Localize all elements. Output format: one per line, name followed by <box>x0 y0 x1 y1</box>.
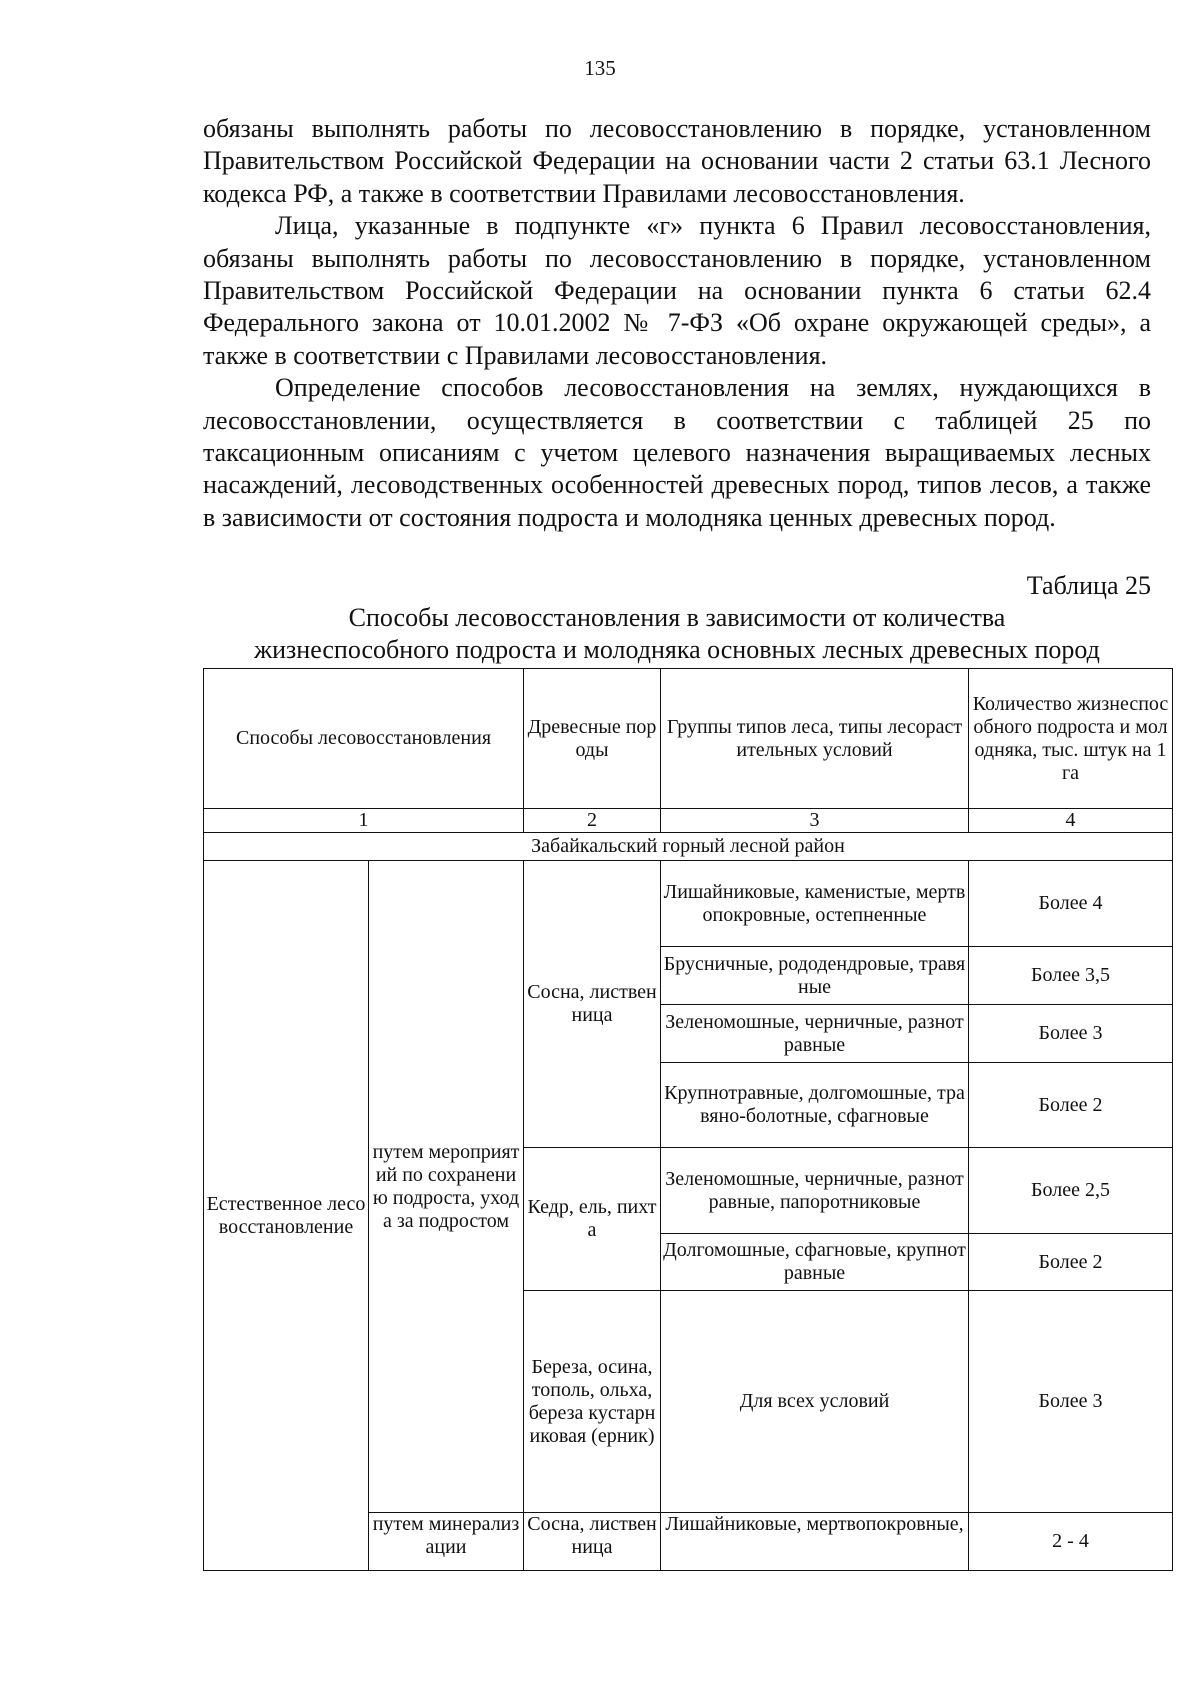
quantity-cell: Более 2,5 <box>969 1148 1173 1234</box>
table-label: Таблица 25 <box>1026 571 1151 600</box>
quantity-cell: Более 2 <box>969 1063 1173 1148</box>
forest-types-cell: Долгомошные, сфагновые, крупнотравные <box>661 1234 969 1291</box>
paragraph-2: Лица, указанные в подпункте «г» пункта 6 Правил лесовосстановления, обязаны выполнять работы по лесовосстановлению в порядке, установленном Правительством Российской Федерации на основании пункта 6 статьи 62.4 Федерального закона от 10.01.2002 № 7-ФЗ «Об охране окружающей среды», а также в соответствии с Правилами лесовосстановления. <box>203 211 1151 370</box>
forest-types-cell: Зеленомошные, черничные, разнотравные, папоротниковые <box>661 1148 969 1234</box>
quantity-cell: 2 - 4 <box>969 1513 1173 1571</box>
header-quantity: Количество жизнеспособного подроста и молодняка, тыс. штук на 1 га <box>969 669 1173 809</box>
header-species: Древесные породы <box>524 669 661 809</box>
species-pine-larch: Сосна, лиственница <box>524 861 661 1148</box>
forest-types-cell: Брусничные, рододендровые, травяные <box>661 947 969 1005</box>
page-number: 135 <box>584 56 616 80</box>
table-header-row <box>204 669 1173 809</box>
table-title <box>203 602 1151 666</box>
column-number: 2 <box>524 809 661 833</box>
reforestation-table <box>203 668 1173 1571</box>
forest-types-cell: Лишайниковые, каменистые, мертвопокровные, остепненные <box>661 861 969 947</box>
header-forest-types: Группы типов леса, типы лесорастительных условий <box>661 669 969 809</box>
column-number: 4 <box>969 809 1173 833</box>
species-pine-larch-2: Сосна, лиственница <box>524 1513 661 1571</box>
column-number: 3 <box>661 809 969 833</box>
table-row <box>204 861 1173 947</box>
paragraph-3: Определение способов лесовосстановления на землях, нуждающихся в лесовосстановлении, осуществляется в соответствии с таблицей 25 по таксационным описаниям с учетом целевого назначения выращиваемых лесных насаждений, лесоводственных особенностей древесных пород, типов лесов, а также в зависимости от состояния подроста и молодняка ценных древесных пород. <box>203 373 1151 532</box>
paragraph-1: обязаны выполнять работы по лесовосстановлению в порядке, установленном Правительством Российской Федерации на основании части 2 статьи 63.1 Лесного кодекса РФ, а также в соответствии Правилами лесовосстановления. <box>203 114 1151 208</box>
forest-types-cell: Зеленомошные, черничные, разнотравные <box>661 1005 969 1063</box>
column-number-row <box>204 809 1173 833</box>
table-title-line-2: жизнеспособного подроста и молодняка основных лесных древесных пород <box>254 635 1100 664</box>
quantity-cell: Более 2 <box>969 1234 1173 1291</box>
quantity-cell: Более 3 <box>969 1291 1173 1513</box>
forest-types-cell: Лишайниковые, мертвопокровные, <box>661 1513 969 1571</box>
quantity-cell: Более 3,5 <box>969 947 1173 1005</box>
body-text <box>203 113 1151 534</box>
quantity-cell: Более 4 <box>969 861 1173 947</box>
forest-types-cell: Для всех условий <box>661 1291 969 1513</box>
column-number: 1 <box>204 809 524 833</box>
table-title-line-1: Способы лесовосстановления в зависимости от количества <box>348 603 1006 632</box>
quantity-cell: Более 3 <box>969 1005 1173 1063</box>
species-cedar-spruce-fir: Кедр, ель, пихта <box>524 1148 661 1291</box>
submethod-preservation: путем мероприятий по сохранению подроста, ухода за подростом <box>369 861 524 1513</box>
forest-types-cell: Крупнотравные, долгомошные, травяно-болотные, сфагновые <box>661 1063 969 1148</box>
region-row <box>204 833 1173 861</box>
submethod-mineralization: путем минерализации <box>369 1513 524 1571</box>
region-name: Забайкальский горный лесной район <box>204 833 1173 861</box>
header-methods: Способы лесовосстановления <box>204 669 524 809</box>
species-deciduous: Береза, осина, тополь, ольха, береза кустарниковая (ерник) <box>524 1291 661 1513</box>
method-natural: Естественное лесовосстановление <box>204 861 369 1571</box>
